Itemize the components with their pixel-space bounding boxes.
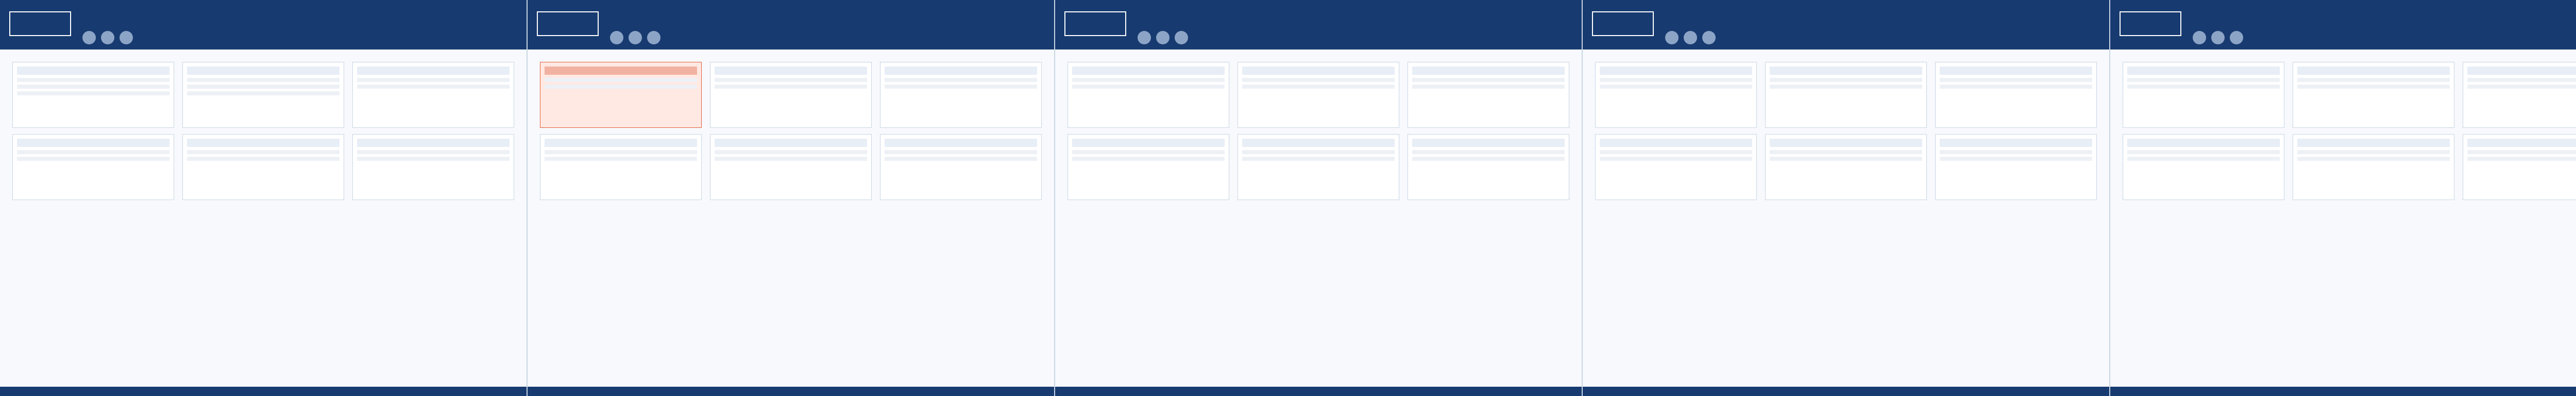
column [1595, 62, 1757, 383]
panel-body [1067, 62, 1569, 383]
text-line [2297, 150, 2450, 154]
text-line [2127, 150, 2280, 154]
block-title [187, 139, 340, 147]
block-title [1072, 67, 1225, 75]
text-line [1600, 78, 1752, 82]
column [2123, 62, 2284, 383]
column [2293, 62, 2454, 383]
panel-footer [0, 387, 527, 396]
block-title [187, 67, 340, 75]
text-line [1940, 157, 2092, 161]
avatar [82, 31, 96, 44]
portrait-row [1665, 31, 2006, 46]
text-line [187, 85, 340, 89]
text-line [885, 85, 1037, 89]
text-line [2467, 85, 2576, 89]
text-line [2297, 157, 2450, 161]
text-line [2467, 150, 2576, 154]
block-title [545, 67, 697, 75]
text-block [1408, 134, 1569, 200]
text-line [2297, 78, 2450, 82]
avatar [647, 31, 660, 44]
text-line [715, 85, 867, 89]
column [352, 62, 514, 383]
panel-4 [1583, 0, 2110, 396]
panel-header [1583, 0, 2109, 50]
portrait-row [1138, 31, 1479, 46]
text-line [1940, 150, 2092, 154]
text-line [1242, 85, 1395, 89]
text-line [1072, 85, 1225, 89]
text-block [710, 134, 872, 200]
avatar [610, 31, 623, 44]
text-line [1072, 157, 1225, 161]
panel-title [2193, 8, 2576, 29]
text-line [885, 150, 1037, 154]
text-block [880, 62, 1042, 128]
block-title [2127, 67, 2280, 75]
text-line [885, 157, 1037, 161]
text-block [12, 62, 174, 128]
block-title [1412, 67, 1565, 75]
text-line [1072, 78, 1225, 82]
block-title [1412, 139, 1565, 147]
logo [1592, 11, 1654, 36]
panel-footer [2110, 387, 2576, 396]
block-title [2467, 139, 2576, 147]
text-line [1770, 78, 1922, 82]
block-title [357, 67, 510, 75]
block-title [885, 139, 1037, 147]
text-line [715, 157, 867, 161]
text-line [1600, 157, 1752, 161]
block-title [2467, 67, 2576, 75]
column [1408, 62, 1569, 383]
avatar [629, 31, 642, 44]
text-block [1935, 62, 2097, 128]
text-line [2127, 85, 2280, 89]
avatar [1665, 31, 1679, 44]
panel-header [2110, 0, 2576, 50]
panel-5 [2110, 0, 2576, 396]
block-title [17, 139, 170, 147]
text-line [357, 85, 510, 89]
avatar [1138, 31, 1151, 44]
text-block [2123, 134, 2284, 200]
block-title [1770, 139, 1922, 147]
panel-footer [1583, 387, 2109, 396]
avatar [101, 31, 114, 44]
panel-body [1595, 62, 2097, 383]
text-line [2467, 78, 2576, 82]
text-block [1765, 134, 1927, 200]
text-line [2467, 157, 2576, 161]
text-block [2463, 134, 2576, 200]
text-block [1408, 62, 1569, 128]
block-title [1242, 67, 1395, 75]
text-line [2127, 78, 2280, 82]
portrait-row [2193, 31, 2534, 46]
column [880, 62, 1042, 383]
text-block [1935, 134, 2097, 200]
avatar [2230, 31, 2243, 44]
logo [537, 11, 599, 36]
block-title [885, 67, 1037, 75]
panel-body [12, 62, 514, 383]
panel-body [540, 62, 1042, 383]
panel-footer [1055, 387, 1582, 396]
avatar [1156, 31, 1170, 44]
highlight-block [540, 62, 702, 128]
text-line [1940, 85, 2092, 89]
panel-title [1138, 8, 1571, 29]
panel-body [2123, 62, 2576, 383]
text-line [1600, 85, 1752, 89]
panel-title [82, 8, 516, 29]
text-block [1595, 62, 1757, 128]
column [2463, 62, 2576, 383]
portrait-row [610, 31, 951, 46]
block-title [2127, 139, 2280, 147]
panel-3 [1055, 0, 1583, 396]
text-line [17, 150, 170, 154]
block-title [2297, 139, 2450, 147]
block-title [2297, 67, 2450, 75]
text-block [12, 134, 174, 200]
block-title [1940, 139, 2092, 147]
text-block [1238, 134, 1399, 200]
panel-title [1665, 8, 2099, 29]
block-title [1072, 139, 1225, 147]
block-title [1770, 67, 1922, 75]
block-title [357, 139, 510, 147]
block-title [545, 139, 697, 147]
text-block [2123, 62, 2284, 128]
logo [9, 11, 71, 36]
text-line [715, 150, 867, 154]
avatar [2193, 31, 2206, 44]
text-line [1242, 78, 1395, 82]
text-line [17, 91, 170, 95]
text-block [880, 134, 1042, 200]
text-line [1412, 85, 1565, 89]
column [540, 62, 702, 383]
text-line [545, 157, 697, 161]
text-line [1770, 85, 1922, 89]
column [1765, 62, 1927, 383]
text-line [1072, 150, 1225, 154]
panel-2 [528, 0, 1055, 396]
avatar [1702, 31, 1716, 44]
text-block [1238, 62, 1399, 128]
avatar [1175, 31, 1188, 44]
block-title [17, 67, 170, 75]
column [1238, 62, 1399, 383]
text-block [1067, 134, 1229, 200]
block-title [1600, 67, 1752, 75]
text-line [545, 85, 697, 89]
text-block [182, 62, 344, 128]
text-line [1242, 150, 1395, 154]
panel-header [1055, 0, 1582, 50]
text-line [885, 78, 1037, 82]
text-line [2127, 157, 2280, 161]
text-line [357, 150, 510, 154]
block-title [715, 67, 867, 75]
text-block [1067, 62, 1229, 128]
logo [2120, 11, 2181, 36]
text-line [715, 78, 867, 82]
panel-header [0, 0, 527, 50]
avatar [120, 31, 133, 44]
text-line [1770, 150, 1922, 154]
text-line [357, 78, 510, 82]
text-line [545, 150, 697, 154]
block-title [1600, 139, 1752, 147]
text-line [17, 85, 170, 89]
text-block [2463, 62, 2576, 128]
text-line [187, 157, 340, 161]
text-block [352, 134, 514, 200]
column [1935, 62, 2097, 383]
text-line [2297, 85, 2450, 89]
block-title [1242, 139, 1395, 147]
column [710, 62, 872, 383]
text-line [1940, 78, 2092, 82]
text-block [710, 62, 872, 128]
panel-title [610, 8, 1044, 29]
portrait-row [82, 31, 423, 46]
avatar [1684, 31, 1697, 44]
text-line [1412, 157, 1565, 161]
text-block [2293, 134, 2454, 200]
text-block [1765, 62, 1927, 128]
block-title [715, 139, 867, 147]
block-title [1940, 67, 2092, 75]
text-block [352, 62, 514, 128]
text-line [1412, 150, 1565, 154]
text-line [545, 78, 697, 82]
text-block [540, 134, 702, 200]
text-line [1412, 78, 1565, 82]
column [182, 62, 344, 383]
panel-1 [0, 0, 528, 396]
text-line [187, 150, 340, 154]
text-block [1595, 134, 1757, 200]
text-line [187, 78, 340, 82]
text-line [1600, 150, 1752, 154]
column [1067, 62, 1229, 383]
text-line [17, 157, 170, 161]
text-line [1770, 157, 1922, 161]
text-block [2293, 62, 2454, 128]
text-line [357, 157, 510, 161]
logo [1064, 11, 1126, 36]
text-line [1242, 157, 1395, 161]
column [12, 62, 174, 383]
panel-header [528, 0, 1054, 50]
text-line [17, 78, 170, 82]
text-line [187, 91, 340, 95]
avatar [2211, 31, 2225, 44]
panel-footer [528, 387, 1054, 396]
text-block [182, 134, 344, 200]
